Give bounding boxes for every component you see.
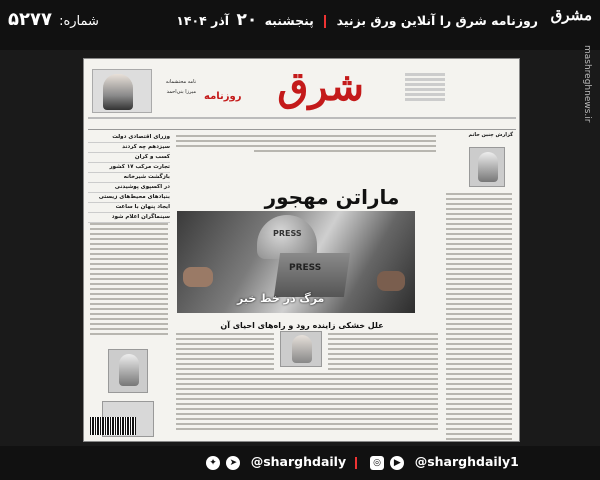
banner-date-prefix: پنجشنبه: [264, 13, 314, 28]
telegram-icon: ➤: [226, 456, 240, 470]
banner-date-day: ۲۰: [236, 10, 258, 30]
photo-hand: [377, 271, 405, 291]
article-author-photo: [280, 331, 322, 367]
left-headline-5[interactable]: بازگشت شیرخانه: [88, 173, 170, 183]
main-headline[interactable]: ماراتن مهجور: [264, 185, 400, 209]
left-headline-9[interactable]: سینماگران اعلام شود: [88, 213, 170, 223]
lead-photo[interactable]: [177, 211, 415, 313]
banner-date-rest: آذر ۱۴۰۴: [176, 13, 230, 28]
social-handle-1[interactable]: @sharghdaily1: [414, 454, 519, 469]
left-headline-8[interactable]: ایجاد پنهان با ساعت: [88, 203, 170, 213]
photo-vest: [274, 253, 350, 297]
left-headline-6[interactable]: در اکسپوی پوشیدنی: [88, 183, 170, 193]
instagram-icon: ◎: [370, 456, 384, 470]
right-column-portrait: [469, 147, 505, 187]
banner-headline: [176, 10, 538, 30]
masthead-logo: شرق: [277, 63, 364, 110]
issue-number: شماره: ۵۲۷۷: [8, 9, 99, 30]
article-column-1: [176, 333, 274, 433]
left-headline-3[interactable]: کسب و کران: [88, 153, 170, 163]
masthead: [204, 63, 364, 113]
portrait-caption-bottom: میرزا بنی‌احمد: [166, 89, 196, 95]
portrait-face: [103, 74, 133, 110]
social-bar: [0, 446, 600, 480]
twitter-icon: ✦: [206, 456, 220, 470]
left-headline-2[interactable]: سیزدهم چه کردند: [88, 143, 170, 153]
youtube-icon: ▶: [390, 456, 404, 470]
social-link-primary[interactable]: [370, 454, 519, 470]
banner-title: روزنامه شرق را آنلاین ورق بزنید: [336, 13, 538, 28]
right-column-title[interactable]: گزارش چنین حاتم: [468, 132, 513, 138]
masthead-portrait: [92, 69, 152, 113]
social-handle-2[interactable]: @sharghdaily: [250, 454, 347, 469]
right-column-text: [446, 193, 512, 442]
photo-hand: [183, 267, 213, 287]
article-subhead[interactable]: علل خشکی زاینده رود و راه‌های احیای آن: [220, 321, 384, 330]
newspaper-page[interactable]: [83, 58, 520, 442]
photo-caption: مرگ در خط خبر: [237, 292, 325, 305]
left-headline-7[interactable]: بنیادهای محیط‌های زیستی: [88, 193, 170, 203]
issue-value: ۵۲۷۷: [8, 9, 52, 30]
portrait-caption-top: نامه محتشمانه: [165, 79, 196, 85]
photo-press-label-2: PRESS: [289, 263, 322, 273]
article-column-3: [274, 373, 328, 433]
masthead-date-block: [405, 71, 445, 103]
issue-label: شماره: [63, 14, 99, 29]
side-watermark: mashreghnews.ir: [582, 45, 592, 123]
left-headline-1[interactable]: وزرای اقتصادی دولت: [88, 133, 170, 143]
left-headline-4[interactable]: تجارت مرکب ۱۷ کشور: [88, 163, 170, 173]
masthead-sub: روزنامه: [204, 91, 242, 102]
left-column-text: [90, 223, 168, 338]
barcode: [90, 417, 136, 435]
article-column-2: [328, 333, 438, 433]
brand-logo: مشرق: [550, 6, 592, 24]
photo-press-label-1: PRESS: [273, 229, 302, 238]
top-summary-text: [176, 135, 436, 155]
social-link-secondary[interactable]: [206, 454, 346, 470]
banner-separator: [324, 15, 326, 28]
social-separator: [355, 457, 357, 469]
top-banner: [0, 0, 600, 50]
left-column-portrait: [108, 349, 148, 393]
portrait-caption: [156, 79, 196, 99]
left-headlines: [88, 133, 170, 223]
